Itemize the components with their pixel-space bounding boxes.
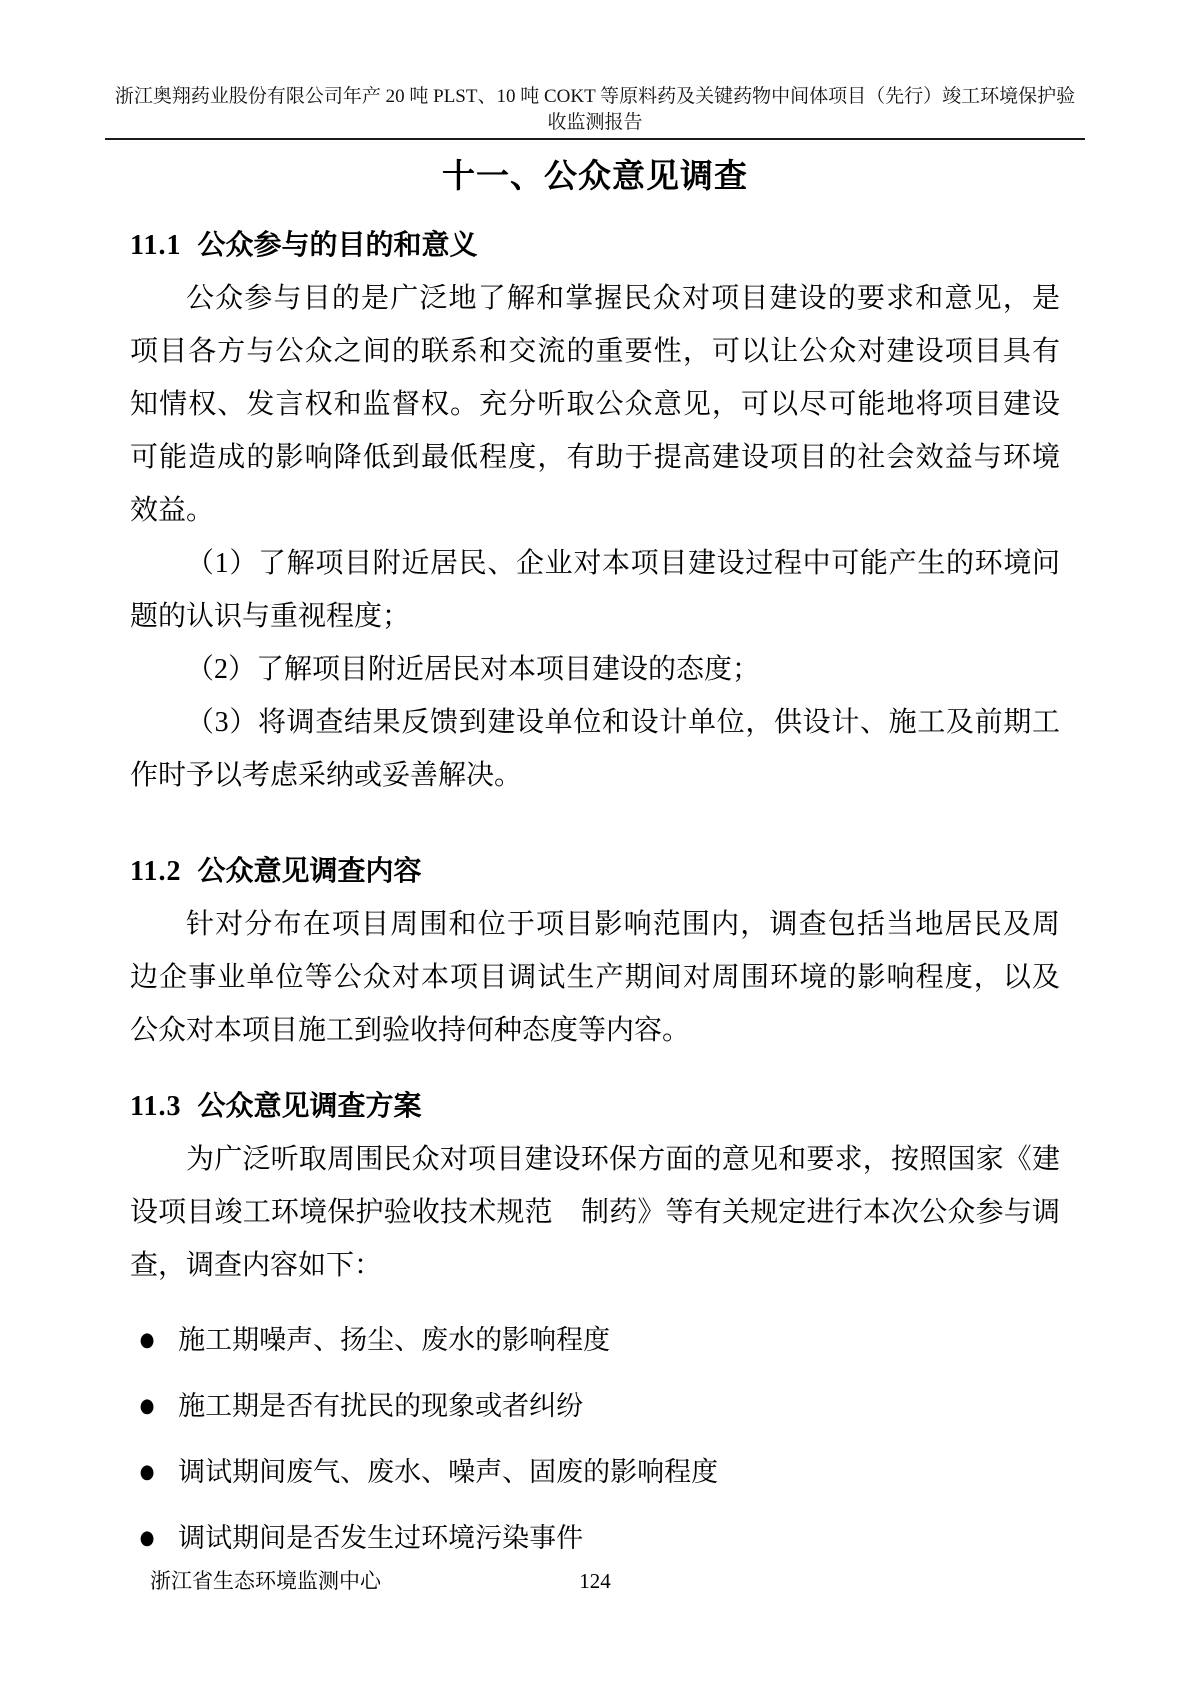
- bullet-text: 调试期间废气、废水、噪声、固废的影响程度: [178, 1457, 719, 1487]
- text-line: 可能造成的影响降低到最低程度，有助于提高建设项目的社会效益与环境: [130, 442, 1060, 473]
- text-line: （1）了解项目附近居民、企业对本项目建设过程中可能产生的环境问: [186, 548, 1060, 579]
- text-line: 效益。: [130, 495, 215, 526]
- bullet-marker-icon: ●: [138, 1320, 157, 1359]
- header-line-2: 收监测报告: [547, 112, 643, 133]
- page-footer: [105, 1568, 1085, 1594]
- text-line: 作时予以考虑采纳或妥善解决。: [130, 760, 523, 791]
- section-number: 11.3: [130, 1091, 182, 1122]
- section-heading-11-1: [130, 226, 1060, 266]
- text-line: 设项目竣工环境保护验收技术规范 制药》等有关规定进行本次公众参与调: [130, 1197, 1060, 1228]
- section-number: 11.2: [130, 856, 182, 887]
- text-line: 知情权、发言权和监督权。充分听取公众意见，可以尽可能地将项目建设: [130, 389, 1060, 420]
- paragraph: [130, 643, 1060, 696]
- bullet-text: 调试期间是否发生过环境污染事件: [178, 1523, 584, 1553]
- bullet-marker-icon: ●: [138, 1452, 157, 1491]
- text-line: 为广泛听取周围民众对项目建设环保方面的意见和要求，按照国家《建: [186, 1144, 1060, 1175]
- text-line: 公众对本项目施工到验收持何种态度等内容。: [130, 1015, 691, 1046]
- text-line: （2）了解项目附近居民对本项目建设的态度；: [186, 654, 761, 685]
- paragraph: [130, 696, 1060, 802]
- text-line: 边企事业单位等公众对本项目调试生产期间对周围环境的影响程度，以及: [130, 962, 1060, 993]
- text-line: （3）将调查结果反馈到建设单位和设计单位，供设计、施工及前期工: [186, 707, 1060, 738]
- section-title: 公众意见调查内容: [197, 856, 422, 887]
- bullet-item: [130, 1320, 1060, 1360]
- survey-content-list: [130, 1320, 1060, 1558]
- header-line-1: 浙江奥翔药业股份有限公司年产 20 吨 PLST、10 吨 COKT 等原料药及关键药物中间体项目（先行）竣工环境保护验: [114, 86, 1076, 107]
- chapter-title: 十一、公众意见调查: [442, 159, 748, 195]
- bullet-item: [130, 1518, 1060, 1558]
- paragraph: [130, 272, 1060, 537]
- paragraph: [130, 1133, 1060, 1292]
- bullet-item: [130, 1452, 1060, 1492]
- text-line: 项目各方与公众之间的联系和交流的重要性，可以让公众对建设项目具有: [130, 336, 1060, 367]
- bullet-text: 施工期噪声、扬尘、废水的影响程度: [178, 1325, 611, 1355]
- section-heading-11-2: [130, 852, 1060, 892]
- section-number: 11.1: [130, 230, 182, 261]
- page-header: [105, 84, 1085, 136]
- page-number: 124: [579, 1569, 611, 1593]
- text-line: 题的认识与重视程度；: [130, 601, 411, 632]
- bullet-marker-icon: ●: [138, 1518, 157, 1557]
- text-line: 针对分布在项目周围和位于项目影响范围内，调查包括当地居民及周: [186, 909, 1060, 940]
- bullet-marker-icon: ●: [138, 1386, 157, 1425]
- bullet-text: 施工期是否有扰民的现象或者纠纷: [178, 1391, 584, 1421]
- text-line: 公众参与目的是广泛地了解和掌握民众对项目建设的要求和意见，是: [186, 283, 1060, 314]
- paragraph: [130, 898, 1060, 1057]
- text-line: 查，调查内容如下：: [130, 1250, 383, 1281]
- bullet-item: [130, 1386, 1060, 1426]
- footer-organization: 浙江省生态环境监测中心: [150, 1569, 381, 1593]
- section-title: 公众意见调查方案: [197, 1091, 422, 1122]
- section-heading-11-3: [130, 1087, 1060, 1127]
- header-divider: [105, 138, 1085, 140]
- section-title: 公众参与的目的和意义: [197, 230, 478, 261]
- paragraph: [130, 537, 1060, 643]
